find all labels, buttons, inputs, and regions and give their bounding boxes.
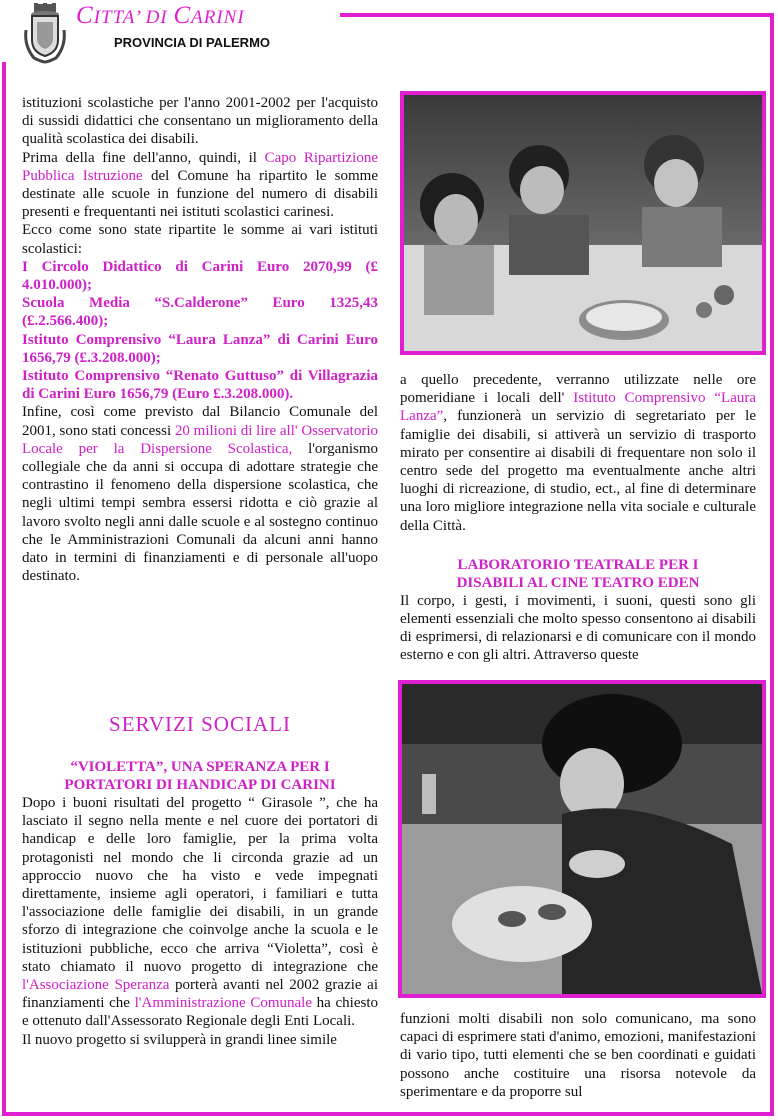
list-item: Scuola Media “S.Calderone” Euro 1325,43 (£.2.566.400); bbox=[22, 295, 378, 330]
highlight-text: l'Amministrazione Comunale bbox=[134, 995, 312, 1012]
paragraph: istituzioni scolastiche per l'anno 2001-2002 per l'acquisto di sussidi didattici che consentano un miglioramento della qualità scolastica dei disabili. bbox=[22, 95, 378, 148]
frame-top-border bbox=[340, 13, 772, 17]
province-label: PROVINCIA DI PALERMO bbox=[114, 35, 271, 50]
list-item: Istituto Comprensivo “Renato Guttuso” di Villagrazia di Carini Euro 1656,79 (Euro £.3.208.000). bbox=[22, 368, 378, 403]
list-item: Istituto Comprensivo “Laura Lanza” di Carini Euro 1656,79 (£.3.208.000); bbox=[22, 331, 378, 366]
right-column-middle bbox=[400, 371, 756, 665]
section-subheading: LABORATORIO TEATRALE PER I bbox=[457, 556, 699, 573]
photo-mask-workshop bbox=[398, 680, 766, 998]
highlight-text: 20 milioni di lire all' Osservatorio Locale per la Dispersione Scolastica, bbox=[22, 422, 378, 457]
paragraph: Il nuovo progetto si svilupperà in grandi linee simile bbox=[22, 1031, 337, 1048]
frame-left-border bbox=[2, 62, 6, 1116]
frame-right-border bbox=[770, 13, 774, 1116]
section-subheading: “VIOLETTA”, UNA SPERANZA PER I bbox=[70, 759, 330, 775]
paragraph: funzioni molti disabili non solo comunicano, ma sono capaci di esprimere stati d'animo, emozioni, manifestazioni di vario tipo, tutti elementi che se ben coordinati e guidati possono anche costituire una risorsa notevole da sperimentare e da proporre sul bbox=[400, 1011, 756, 1100]
section-subheading: PORTATORI DI HANDICAP DI CARINI bbox=[64, 777, 336, 793]
highlight-text: Capo Ripartizione Pubblica Istruzione bbox=[22, 149, 378, 184]
section-heading: SERVIZI SOCIALI bbox=[109, 712, 291, 736]
paragraph: a quello precedente, verranno utilizzate nelle ore pomeridiane i locali dell' Istituto Comprensivo “Laura Lanza”, funzionerà un servizio di segretariato per le famiglie dei disabili, si attiverà un servizio di trasporto mirato per consentire ai disabili di frequentare non solo il centro sede del progetto ma eventualmente anche altri luoghi di ricreazione, di studio, ect., al fine di determinare una loro migliore integrazione nella vita sociale e culturale della Città. bbox=[400, 372, 757, 534]
masthead-title: CITTA’ DI CARINI bbox=[76, 2, 245, 29]
left-column-top bbox=[22, 94, 378, 585]
photo-children-painting bbox=[400, 91, 766, 355]
left-column-bottom bbox=[22, 758, 378, 1049]
paragraph: Prima della fine dell'anno, quindi, il Capo Ripartizione Pubblica Istruzione del Comune ha ripartito le somme destinate alle scuole in funzione del numero di disabili presenti e frequentanti nei istituti scolastici carinesi. bbox=[22, 149, 378, 221]
section-subheading: DISABILI AL CINE TEATRO EDEN bbox=[456, 574, 700, 591]
paragraph: Infine, così come previsto dal Bilancio Comunale del 2001, sono stati concessi 20 milioni di lire all' Osservatorio Locale per la Dispersione Scolastica, l'organismo collegiale che da anni si occupa di adottare strategie che contrastino il fenomeno della dispersione scolastica, che negli ultimi tempi sembra essersi ridotta e ciò grazie al lavoro svolto negli anni dalle scuole e al sostegno continuo che le Amministrazioni Comunali da alcuni anni hanno dato in termini di finanziamenti e di personale all'uopo destinato. bbox=[22, 404, 378, 585]
paragraph: Il corpo, i gesti, i movimenti, i suoni, questi sono gli elementi essenziali che molto spesso consentono ai disabili di esprimersi, di relazionarsi e di comunicare con il mondo esterno e con gli altri. Attraverso queste bbox=[400, 592, 756, 664]
frame-bottom-border bbox=[2, 1112, 774, 1116]
highlight-text: l'Associazione Speranza bbox=[22, 977, 170, 994]
coat-of-arms-icon bbox=[22, 2, 68, 64]
paragraph: Ecco come sono state ripartite le somme ai vari istituti scolastici: bbox=[22, 222, 378, 257]
paragraph: Dopo i buoni risultati del progetto “ Girasole ”, che ha lasciato il segno nella mente e nel cuore dei portatori di handicap e delle loro famiglie, per la prima volta protagonisti nel mondo che li circonda grazie ad un approccio nuovo che ha visto e vede impegnati direttamente, insieme agli operatori, i familiari e tutta l'associazione delle famiglie dei disabili, in un grande sforzo di integrazione che coinvolge anche la scuola e le istituzioni pubbliche, ecco che arriva “Violetta”, così è stato chiamato il nuovo progetto di integrazione che l'Associazione Speranza porterà avanti nel 2002 grazie ai finanziamenti che l'Amministrazione Comunale ha chiesto e ottenuto dall'Assessorato Regionale degli Enti Locali. bbox=[22, 795, 379, 1030]
highlight-text: Istituto Comprensivo “Laura Lanza” bbox=[400, 390, 757, 425]
list-item: I Circolo Didattico di Carini Euro 2070,99 (£ 4.010.000); bbox=[22, 258, 378, 294]
right-column-bottom bbox=[400, 1010, 756, 1101]
